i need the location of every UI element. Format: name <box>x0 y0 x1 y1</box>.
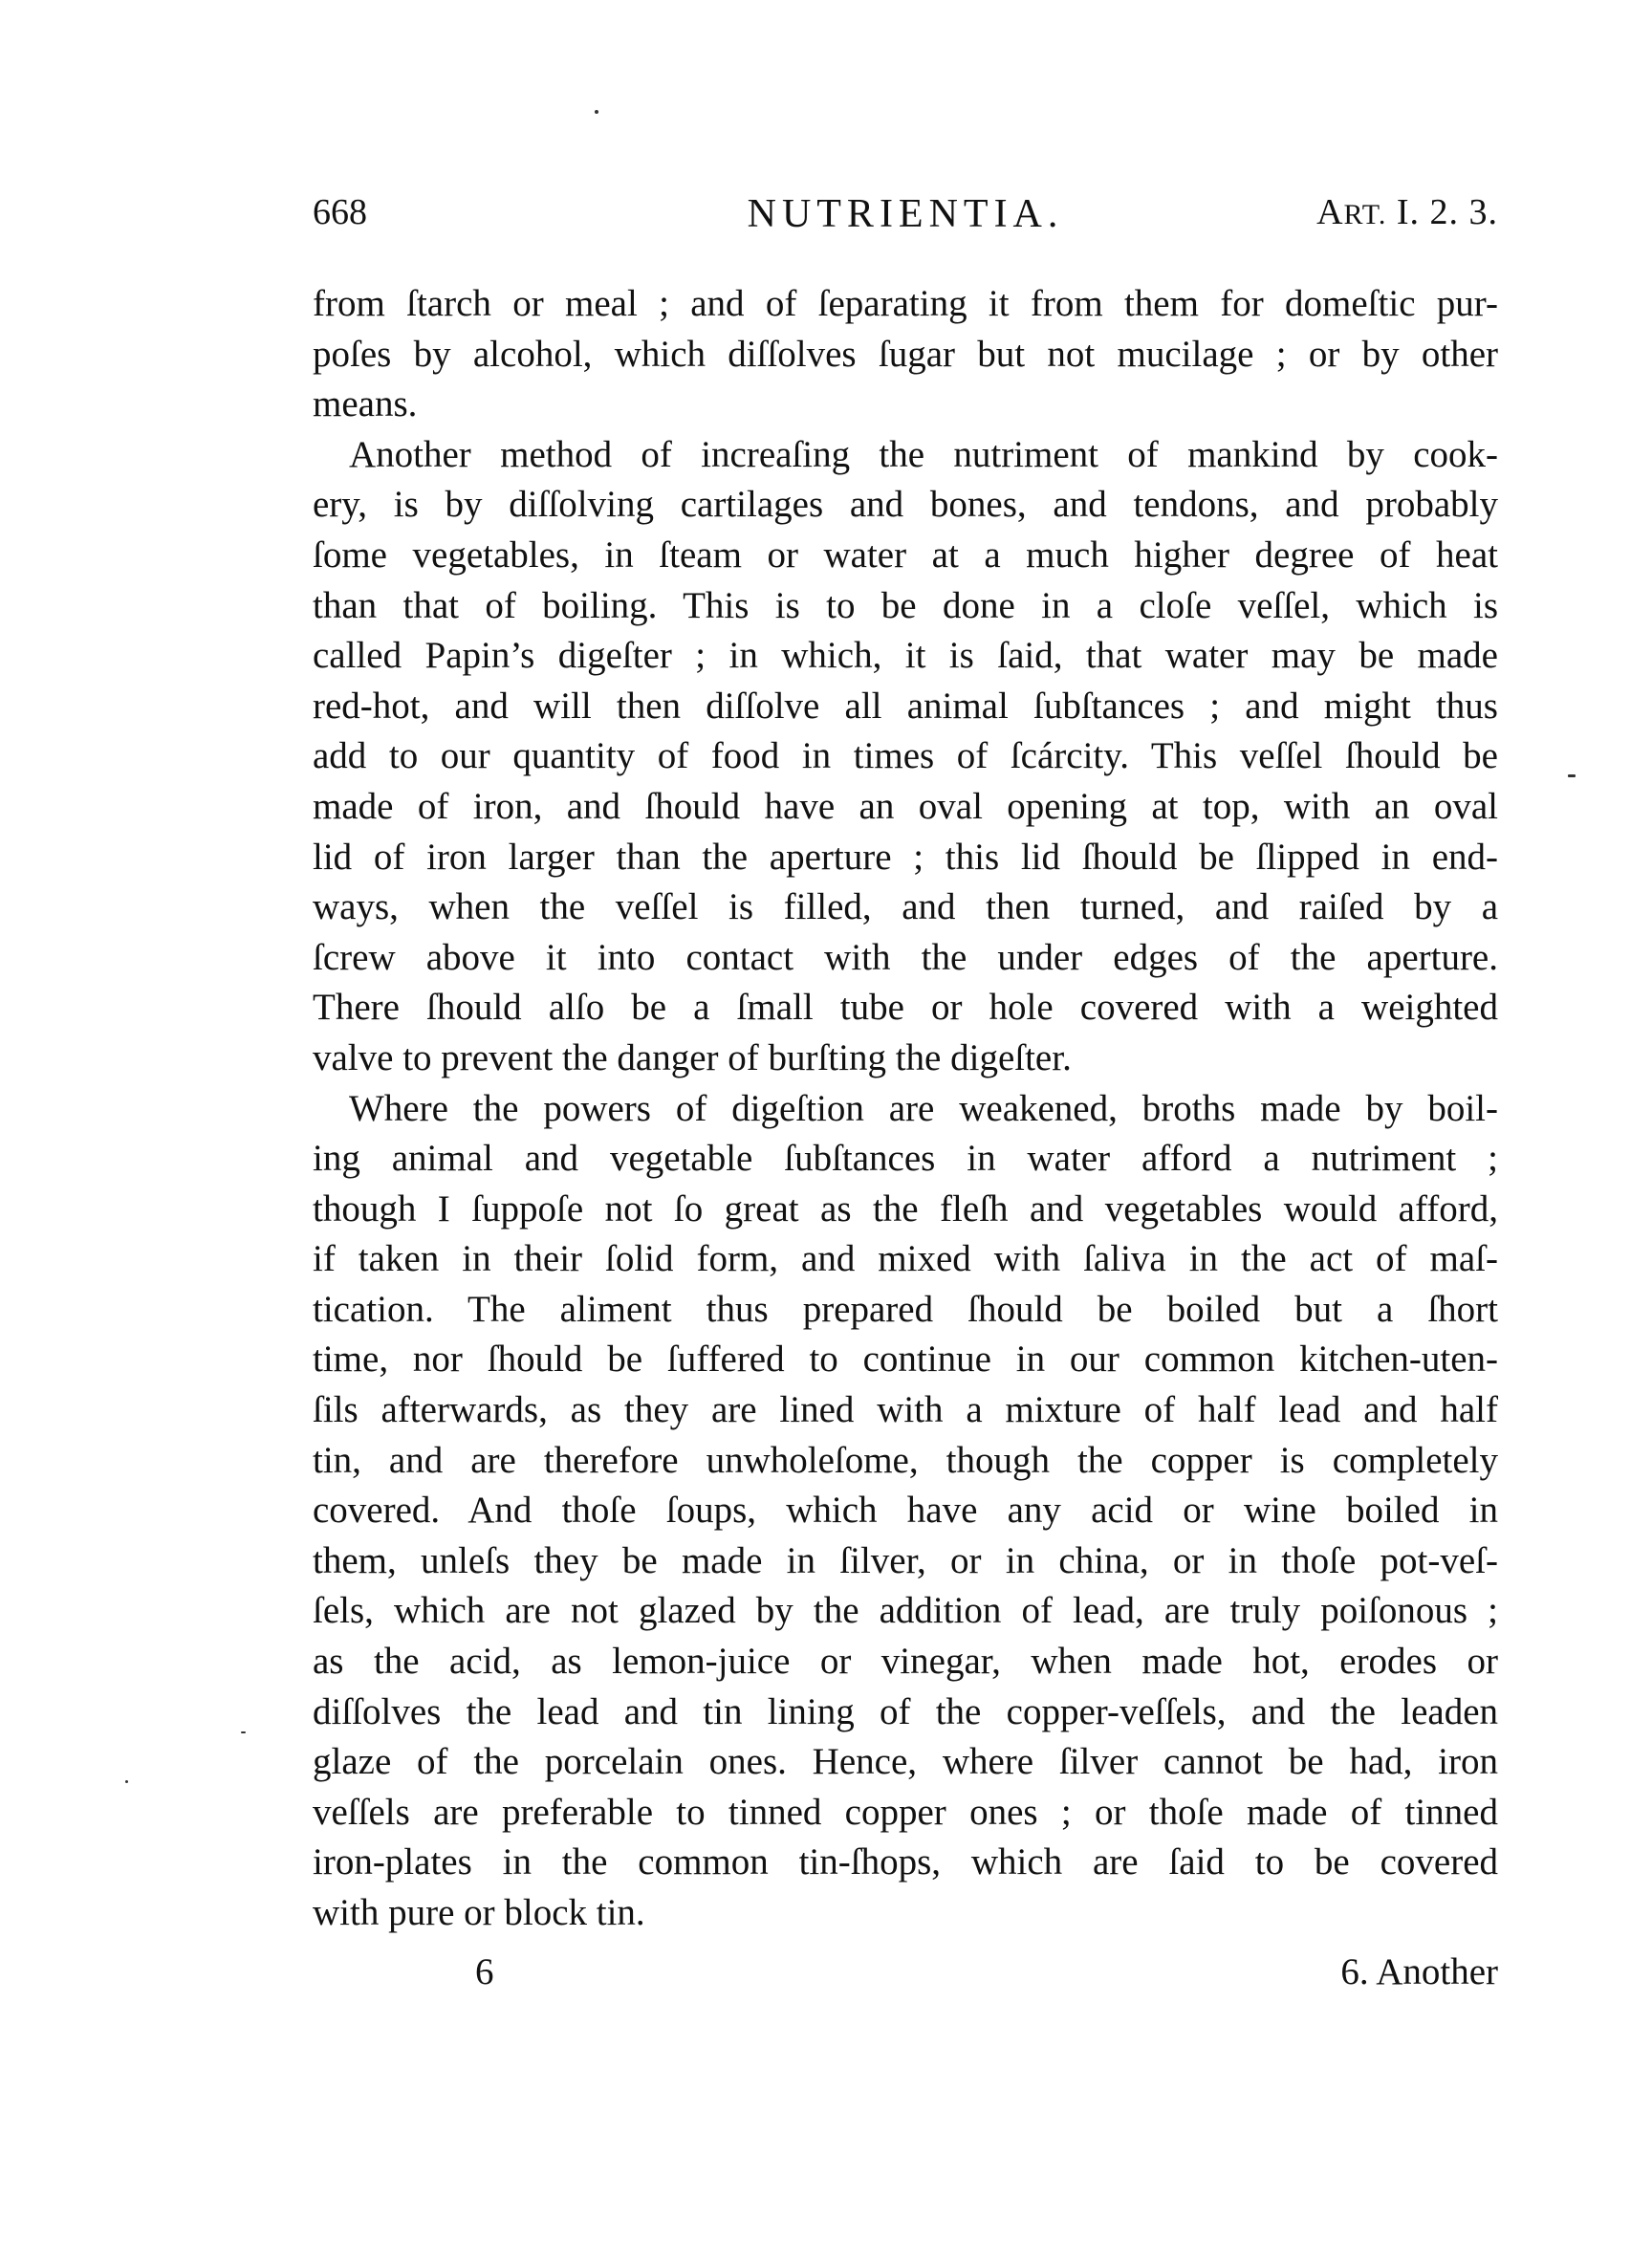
text-line: from ſtarch or meal ; and of ſeparating it from them for domeſtic pur- <box>313 283 1498 324</box>
text-line: time, nor ſhould be ſuffered to continue in our common kitchen-uten- <box>313 1339 1498 1381</box>
text-line: Where the powers of digeſtion are weakened, broths made by boil- <box>349 1087 1498 1129</box>
paragraph <box>313 1084 1498 1939</box>
article-ref-smallcaps: RT. <box>1343 199 1387 230</box>
text-line: ſcrew above it into contact with the under edges of the aperture. <box>313 936 1498 978</box>
article-reference <box>1316 191 1498 233</box>
page-footer <box>313 1950 1498 2000</box>
text-line: ſome vegetables, in ſteam or water at a much higher degree of heat <box>313 533 1498 576</box>
page-number: 668 <box>313 192 367 232</box>
signature-mark: 6 <box>475 1951 494 1992</box>
text-line: ing animal and vegetable ſubſtances in water afford a nutriment ; <box>313 1138 1498 1180</box>
scan-speck <box>595 110 598 114</box>
text-line: add to our quantity of food in times of ſcárcity. This veſſel ſhould be <box>313 735 1498 777</box>
text-line: lid of iron larger than the aperture ; this lid ſhould be ſlipped in end- <box>313 836 1498 878</box>
text-line: poſes by alcohol, which diſſolves ſugar but not mucilage ; or by other <box>313 333 1498 375</box>
catchword: 6. Another <box>1340 1951 1498 1992</box>
text-line: ſils afterwards, as they are lined with a mixture of half lead and half <box>313 1389 1498 1431</box>
scan-speck <box>241 1731 246 1733</box>
running-title: NUTRIENTIA. <box>747 192 1064 236</box>
text-line: veſſels are preferable to tinned copper ones ; or thoſe made of tinned <box>313 1791 1498 1833</box>
text-line: ery, is by diſſolving cartilages and bones, and tendons, and probably <box>313 484 1498 526</box>
scan-speck <box>1568 774 1576 777</box>
text-line: as the acid, as lemon-juice or vinegar, when made hot, erodes or <box>313 1641 1498 1683</box>
text-line: if taken in their ſolid form, and mixed with ſaliva in the act of maſ- <box>313 1238 1498 1280</box>
article-ref-numbers: I. 2. 3. <box>1386 192 1498 232</box>
text-line: means. <box>313 383 418 425</box>
paragraph <box>313 279 1498 430</box>
scan-speck <box>125 1780 128 1783</box>
text-line: tication. The aliment thus prepared ſhould be boiled but a ſhort <box>313 1288 1498 1330</box>
text-line: diſſolves the lead and tin lining of the copper-veſſels, and the leaden <box>313 1690 1498 1732</box>
text-line: them, unleſs they be made in ſilver, or in china, or in thoſe pot-veſ- <box>313 1539 1498 1581</box>
text-line: with pure or block tin. <box>313 1892 645 1933</box>
text-line: valve to prevent the danger of burſting the digeſter. <box>313 1036 1072 1078</box>
paragraph <box>313 430 1498 1084</box>
text-line: called Papin’s digeſter ; in which, it is ſaid, that water may be made <box>313 635 1498 677</box>
text-line: glaze of the porcelain ones. Hence, where ſilver cannot be had, iron <box>313 1741 1498 1783</box>
article-ref-prefix: A <box>1316 192 1344 232</box>
text-line: iron-plates in the common tin-ſhops, which are ſaid to be covered <box>313 1841 1498 1883</box>
text-line: Another method of increaſing the nutriment of mankind by cook- <box>349 433 1498 475</box>
text-line: tin, and are therefore unwholeſome, though the copper is completely <box>313 1439 1498 1481</box>
text-line: ways, when the veſſel is filled, and then turned, and raiſed by a <box>313 886 1498 928</box>
text-line: There ſhould alſo be a ſmall tube or hole covered with a weighted <box>313 987 1498 1029</box>
text-line: ſels, which are not glazed by the addition of lead, are truly poiſonous ; <box>313 1590 1498 1632</box>
text-line: though I ſuppoſe not ſo great as the fleſh and vegetables would afford, <box>313 1187 1498 1230</box>
text-line: than that of boiling. This is to be done in a cloſe veſſel, which is <box>313 584 1498 626</box>
text-line: made of iron, and ſhould have an oval opening at top, with an oval <box>313 785 1498 827</box>
body-text <box>313 279 1498 1939</box>
text-line: covered. And thoſe ſoups, which have any acid or wine boiled in <box>313 1490 1498 1532</box>
running-header <box>313 191 1498 249</box>
text-line: red-hot, and will then diſſolve all animal ſubſtances ; and might thus <box>313 685 1498 727</box>
